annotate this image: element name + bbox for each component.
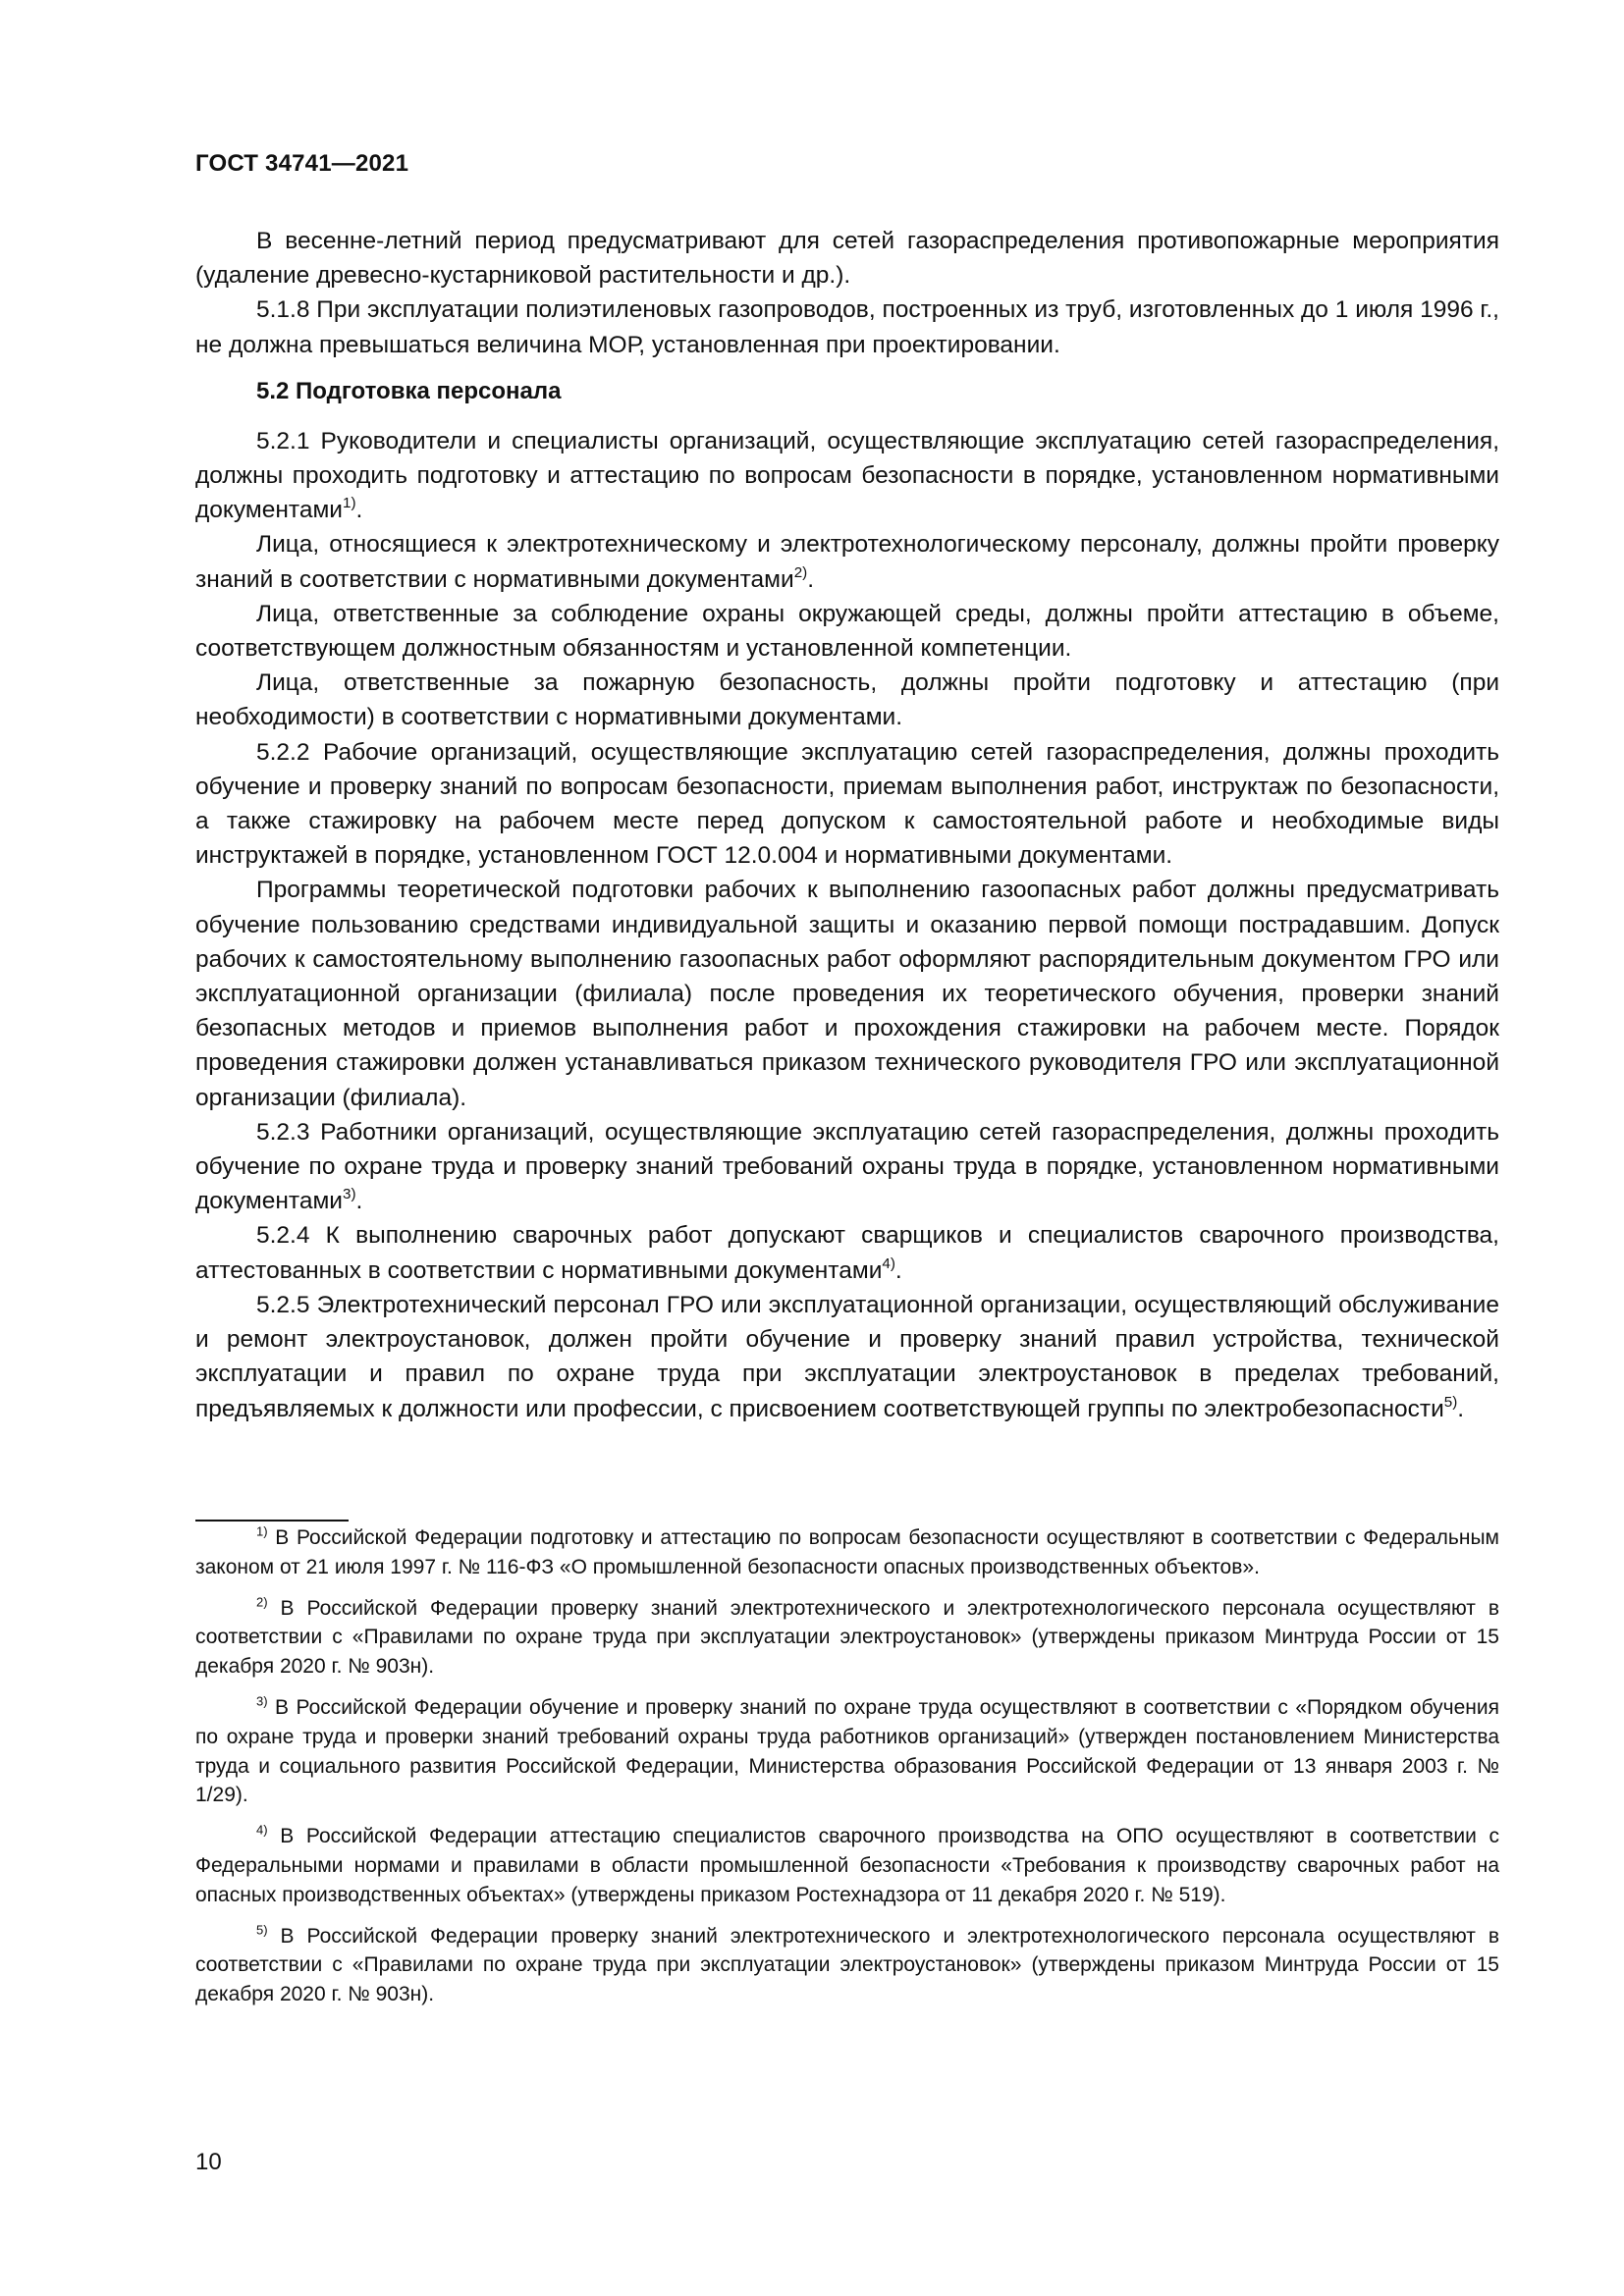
footnote-mark: 1) bbox=[256, 1523, 268, 1539]
footnote-mark: 5) bbox=[256, 1922, 268, 1938]
footnote-ref[interactable]: 4) bbox=[882, 1255, 895, 1272]
section-heading: 5.2 Подготовка персонала bbox=[256, 377, 562, 404]
footnote: $^{2)}$ В Российской Федерации проверку знаний электротехнического и электротехнологического персонала осуществляют в соответствии с «Правилами по охране труда при эксплуатации электроустановок» (утверждены приказом Минтруда России от 15 декабря 2020 г. № 903н). bbox=[195, 1594, 1499, 1679]
paragraph-5-1-8: 5.1.8 При эксплуатации полиэтиленовых газопроводов, построенных из труб, изготовленных до 1 июля 1996 г., не должна превышаться величина МОР, установленная при проектировании. bbox=[195, 296, 1499, 358]
document-body bbox=[195, 224, 1499, 1426]
footnote: $^{4)}$ В Российской Федерации аттестацию специалистов сварочного производства на ОПО осуществляют в соответствии с Федеральными нормами и правилами в области промышленной безопасности «Требования к производству сварочных работ на опасных производственных объектах» (утверждены приказом Ростехнадзора от 11 декабря 2020 г. № 519). bbox=[195, 1822, 1499, 1906]
paragraph-5-2-3: 5.2.3 Работники организаций, осуществляющие эксплуатацию сетей газораспределения, должны проходить обучение по охране труда и проверку знаний требований охраны труда в порядке, установленном нормативными документами$^{3)}$. bbox=[195, 1118, 1499, 1215]
paragraph-5-2-4: 5.2.4 К выполнению сварочных работ допускают сварщиков и специалистов сварочного производства, аттестованных в соответствии с нормативными документами$^{4)}$. bbox=[195, 1222, 1499, 1284]
footnote-mark: 4) bbox=[256, 1822, 268, 1838]
footnote: $^{1)}$ В Российской Федерации подготовку и аттестацию по вопросам безопасности осуществляют в соответствии с Федеральным законом от 21 июля 1997 г. № 116-ФЗ «О промышленной безопасности опасных производственных объектов». bbox=[195, 1523, 1499, 1578]
paragraph-5-2-5: 5.2.5 Электротехнический персонал ГРО или эксплуатационной организации, осуществляющий обслуживание и ремонт электроустановок, должен пройти обучение и проверку знаний правил устройства, технической эксплуатации и правил по охране труда при эксплуатации электроустановок в пределах требований, предъявляемых к должности или профессии, с присвоением соответствующей группы по электробезопасности$^{5)}$. bbox=[195, 1291, 1499, 1422]
footnote: $^{5)}$ В Российской Федерации проверку знаний электротехнического и электротехнологического персонала осуществляют в соответствии с «Правилами по охране труда при эксплуатации электроустановок» (утверждены приказом Минтруда России от 15 декабря 2020 г. № 903н). bbox=[195, 1922, 1499, 2006]
document-header: ГОСТ 34741—2021 bbox=[195, 150, 409, 177]
paragraph-5-2-1: 5.2.1 Руководители и специалисты организаций, осуществляющие эксплуатацию сетей газораспределения, должны проходить подготовку и аттестацию по вопросам безопасности в порядке, установленном нормативными документами$^{1)}$. bbox=[195, 427, 1499, 524]
footnote-ref[interactable]: 1) bbox=[343, 495, 356, 512]
footnotes bbox=[195, 1523, 1499, 2021]
footnote-separator bbox=[195, 1520, 349, 1522]
footnote-ref[interactable]: 3) bbox=[343, 1186, 356, 1203]
footnote: $^{3)}$ В Российской Федерации обучение и проверку знаний по охране труда осуществляют в соответствии с «Порядком обучения по охране труда и проверки знаний требований охраны труда работников организаций» (утвержден постановлением Министерства труда и социального развития Российской Федерации, Министерства образования Российской Федерации от 13 января 2003 г. № 1/29). bbox=[195, 1693, 1499, 1807]
page-number: 10 bbox=[195, 2149, 222, 2175]
paragraph: В весенне-летний период предусматривают для сетей газораспределения противопожарные мероприятия (удаление древесно-кустарниковой растительности и др.). bbox=[195, 228, 1499, 290]
footnote-ref[interactable]: 5) bbox=[1443, 1393, 1458, 1411]
paragraph: Программы теоретической подготовки рабочих к выполнению газоопасных работ должны предусматривать обучение пользованию средствами индивидуальной защиты и оказанию первой помощи пострадавшим. Допуск рабочих к самостоятельному выполнению газоопасных работ оформляют распорядительным документом ГРО или эксплуатационной организации (филиала) после проведения их теоретического обучения, проверки знаний безопасных методов и приемов выполнения работ и прохождения стажировки на рабочем месте. Порядок проведения стажировки должен устанавливаться приказом технического руководителя ГРО или эксплуатационной организации (филиала). bbox=[195, 877, 1499, 1111]
paragraph: Лица, относящиеся к электротехническому и электротехнологическому персоналу, должны пройти проверку знаний в соответствии с нормативными документами$^{2)}$. bbox=[195, 531, 1499, 593]
paragraph: Лица, ответственные за пожарную безопасность, должны пройти подготовку и аттестацию (при необходимости) в соответствии с нормативными документами. bbox=[195, 669, 1499, 731]
footnote-mark: 2) bbox=[256, 1594, 268, 1610]
footnote-ref[interactable]: 2) bbox=[793, 563, 808, 581]
paragraph-5-2-2: 5.2.2 Рабочие организаций, осуществляющие эксплуатацию сетей газораспределения, должны проходить обучение и проверку знаний по вопросам безопасности, приемам выполнения работ, инструктаж по безопасности, а также стажировку на рабочем месте перед допуском к самостоятельной работе и необходимые виды инструктажей в порядке, установленном ГОСТ 12.0.004 и нормативными документами. bbox=[195, 738, 1499, 870]
footnote-mark: 3) bbox=[256, 1693, 268, 1709]
paragraph: Лица, ответственные за соблюдение охраны окружающей среды, должны пройти аттестацию в объеме, соответствующем должностным обязанностям и установленной компетенции. bbox=[195, 600, 1499, 663]
